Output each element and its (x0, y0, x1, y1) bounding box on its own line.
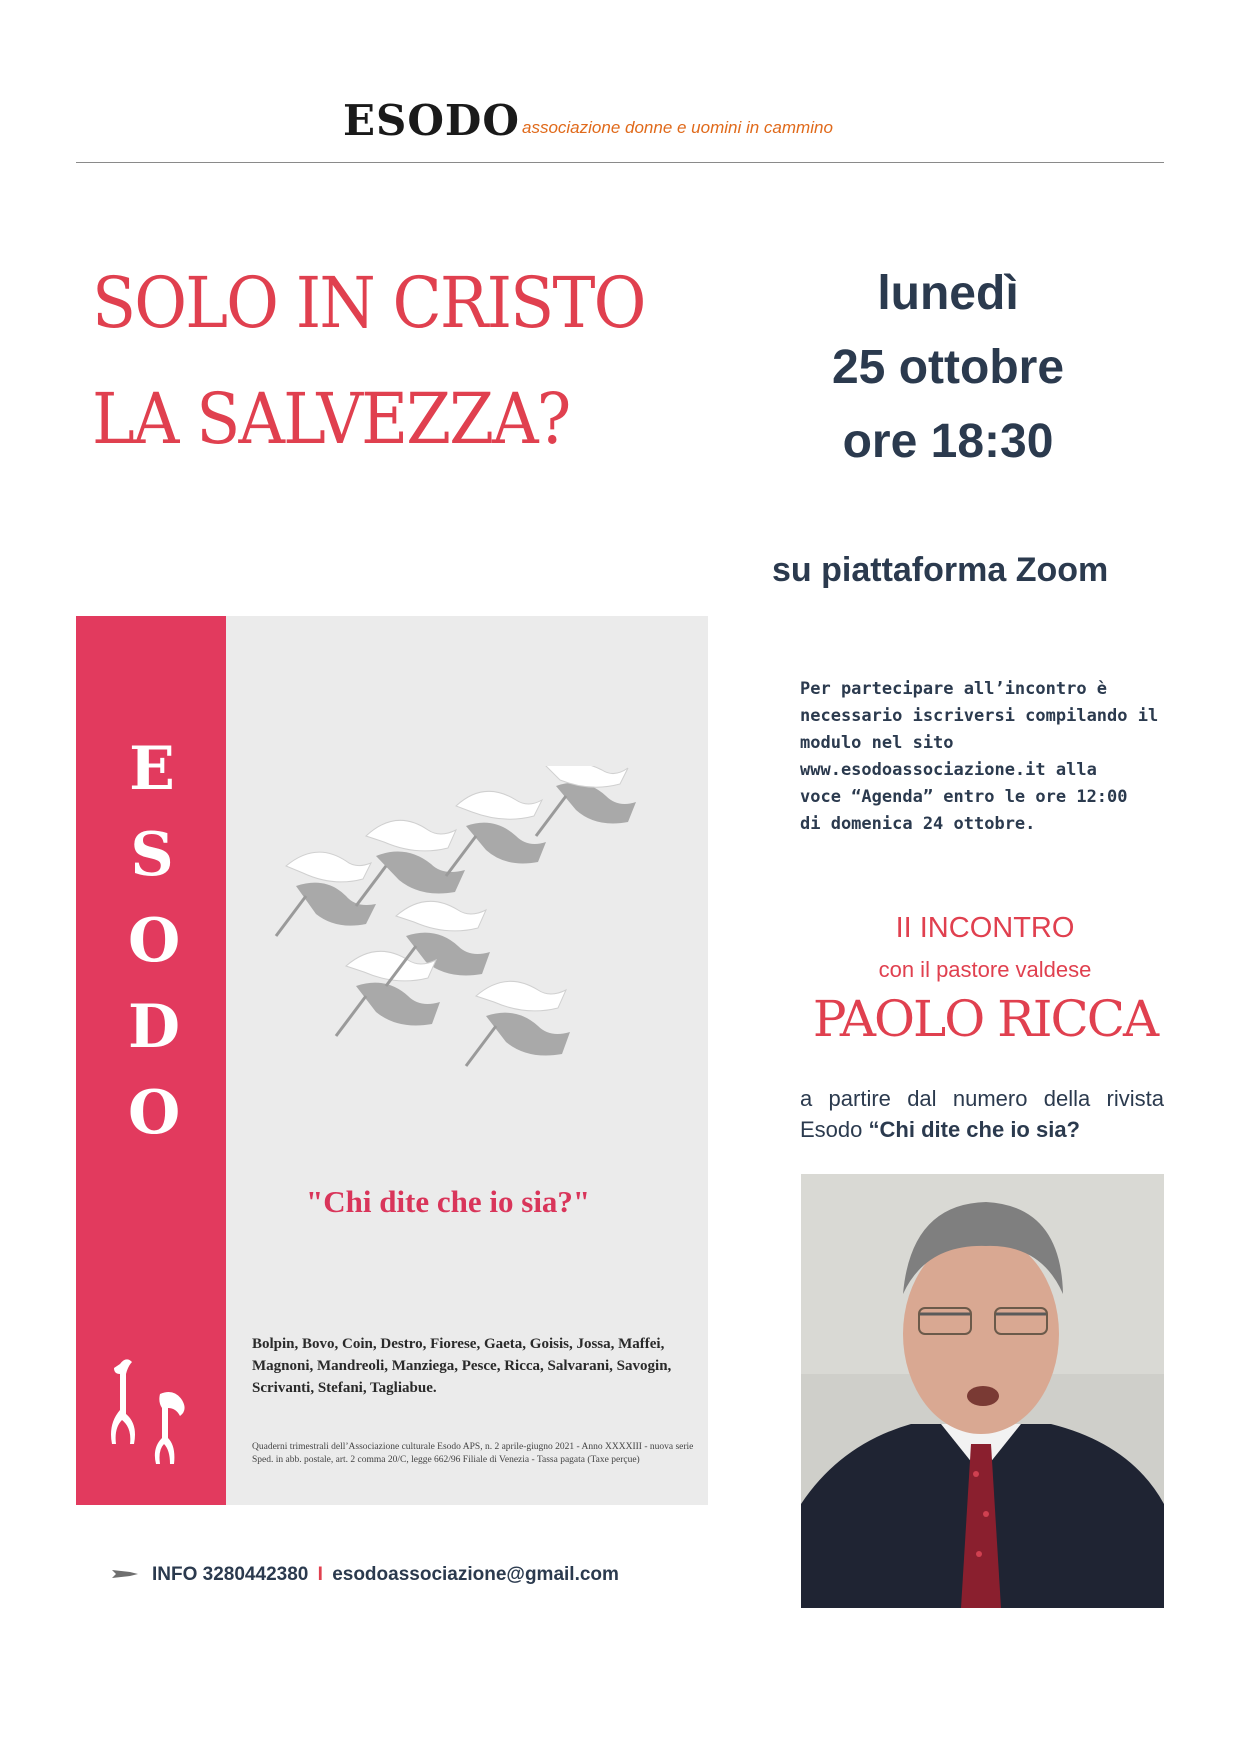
cover-vertical-title (128, 726, 181, 1156)
cover-title-letter: D (128, 992, 181, 1062)
header-tagline: associazione donne e uomini in cammino (522, 118, 833, 137)
event-date: 25 ottobre (831, 341, 1065, 394)
registration-line: voce “Agenda” entro le ore 12:00 (800, 787, 1128, 807)
cover-crane-logo-icon (100, 1354, 200, 1474)
event-time: ore 18:30 (842, 415, 1054, 468)
cover-title-letter: E (129, 734, 175, 804)
event-title-line-1: SOLO IN CRISTO (92, 262, 645, 344)
registration-instructions (800, 676, 1170, 838)
registration-line: necessario iscriversi compilando il (800, 706, 1159, 726)
magazine-intro: a partire dal numero della rivista Esodo (800, 1086, 1164, 1142)
cover-footnote: Quaderni trimestrali dell’Associazione culturale Esodo APS, n. 2 aprile-giugno 2021 - Anno XXXXIII - nuova serie Sped. in abb. postale, art. 2 comma 20/C, legge 662/96 Filiale di Venezia - Tassa pagata (Taxe perçue) (252, 1442, 694, 1465)
info-phone[interactable]: INFO 3280442380 (152, 1564, 309, 1585)
event-day: lunedì (877, 267, 1019, 320)
encounter-subtitle: con il pastore valdese (878, 957, 1092, 982)
cover-authors: Bolpin, Bovo, Coin, Destro, Fiorese, Gaeta, Goisis, Jossa, Maffei, Magnoni, Mandreoli, Manziega, Pesce, Ricca, Salvarani, Savogin, Scrivanti, Stefani, Tagliabue. (252, 1336, 672, 1396)
contact-info (152, 1564, 619, 1586)
encounter-label: II INCONTRO (895, 912, 1075, 944)
registration-line: Per partecipare all’incontro è (800, 679, 1108, 699)
cover-title-letter: O (128, 906, 181, 976)
speaker-name: PAOLO RICCA (812, 990, 1158, 1048)
speaker-photo (801, 1174, 1164, 1608)
header-logo: ESODO (343, 96, 520, 145)
event-platform: su piattaforma Zoom (772, 551, 1109, 589)
footer-separator: I (317, 1564, 323, 1585)
registration-line: di domenica 24 ottobre. (800, 814, 1036, 834)
magazine-title: “Chi dite che io sia? (868, 1117, 1080, 1142)
event-title-line-2: LA SALVEZZA? (92, 378, 570, 460)
cover-quote: "Chi dite che io sia?" (306, 1184, 591, 1219)
cranes-illustration (266, 766, 646, 1126)
pointing-hand-icon (112, 1567, 138, 1581)
contact-email[interactable]: esodoassociazione@gmail.com (332, 1564, 619, 1585)
cover-title-letter: O (128, 1078, 181, 1148)
registration-line: modulo nel sito (800, 733, 954, 753)
cover-title-letter: S (130, 820, 174, 890)
magazine-cover (76, 616, 708, 1505)
header-divider (76, 162, 1164, 163)
magazine-reference (800, 1083, 1164, 1145)
registration-website[interactable]: www.esodoassociazione.it alla (800, 760, 1097, 780)
